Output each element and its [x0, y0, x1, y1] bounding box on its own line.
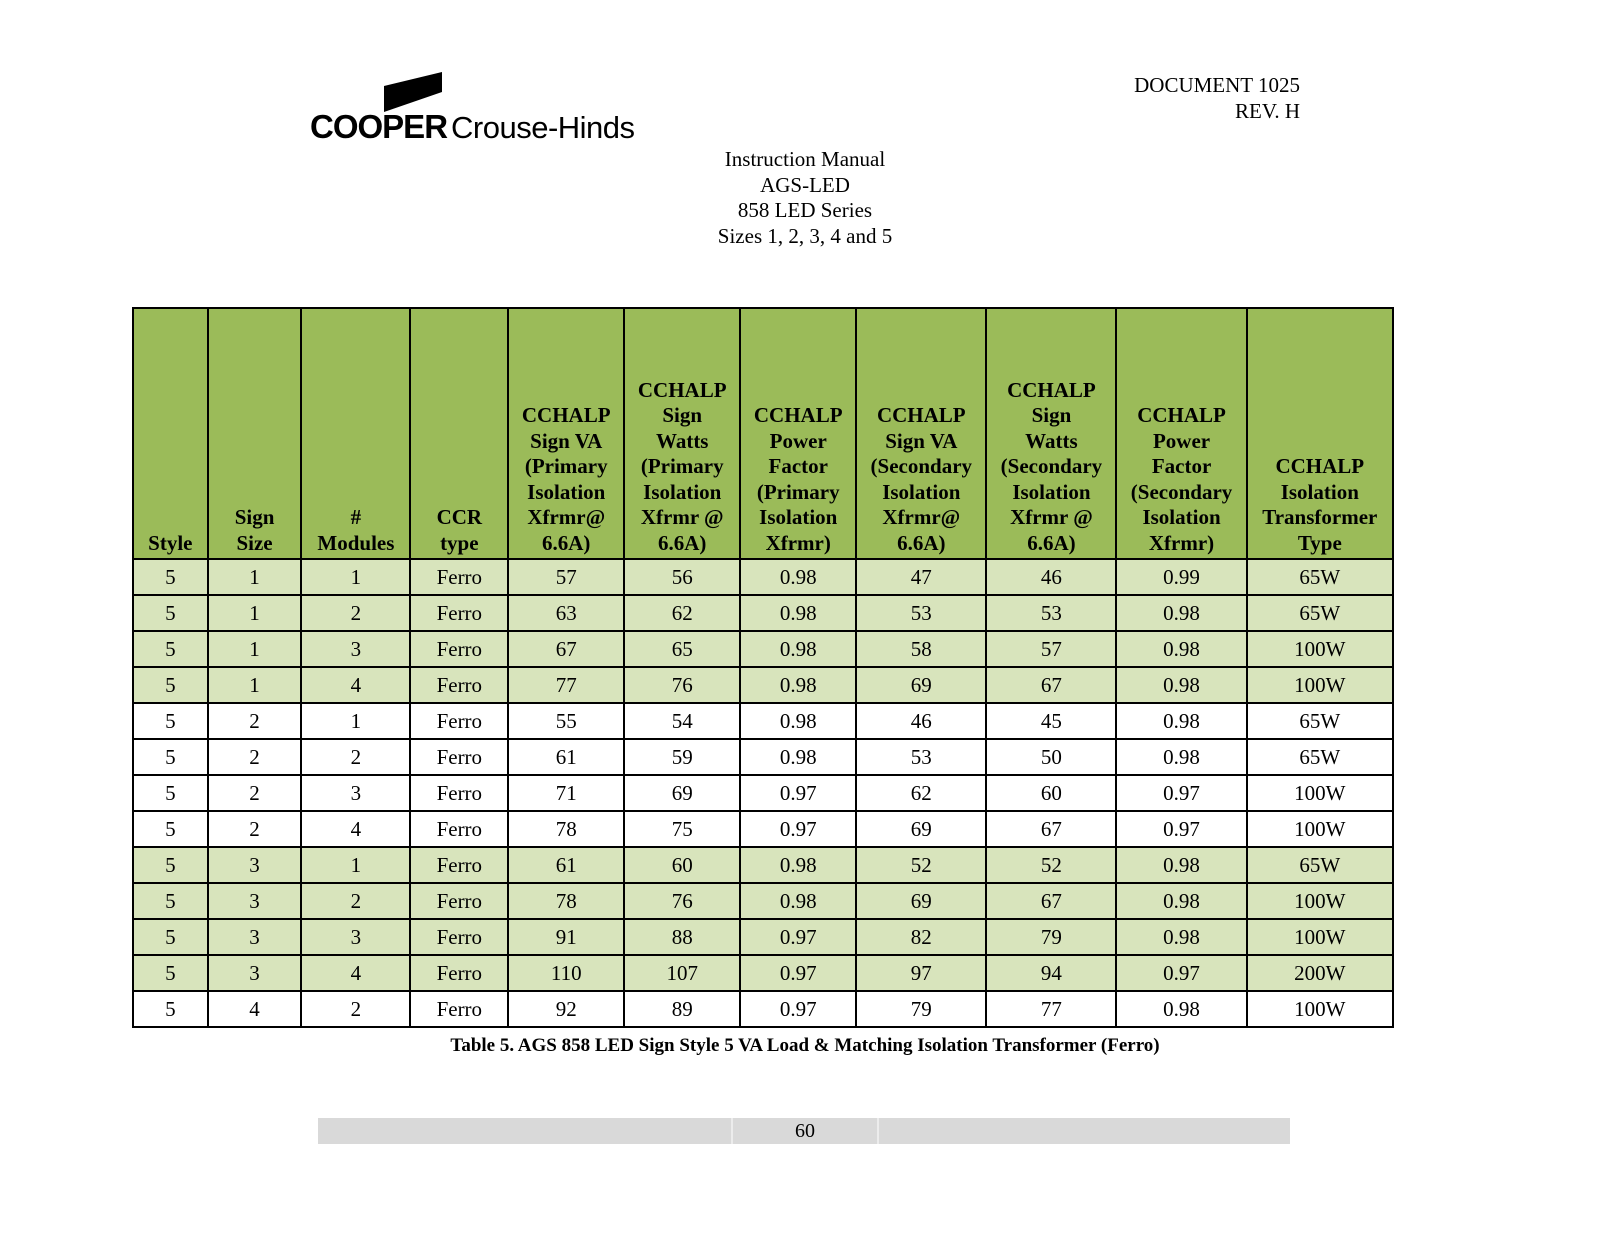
table-row: [133, 595, 1393, 631]
table-cell: 0.98: [740, 559, 856, 595]
table-cell: 1: [301, 703, 410, 739]
table-cell: 0.97: [1116, 775, 1246, 811]
table-cell: 0.98: [740, 595, 856, 631]
logo-regular-text: Crouse-Hinds: [451, 110, 635, 145]
column-header-line: Sign VA: [530, 428, 603, 453]
column-header-line: CCHALP: [521, 403, 611, 427]
table-cell: 0.98: [1116, 703, 1246, 739]
document-number: DOCUMENT 1025: [1134, 73, 1300, 97]
table-cell: 3: [208, 847, 302, 883]
column-header-line: 6.6A): [658, 530, 707, 555]
table-cell: 2: [208, 811, 302, 847]
table-cell: 4: [301, 667, 410, 703]
table-cell: 2: [301, 739, 410, 775]
column-header: [1247, 308, 1393, 559]
table-cell: Ferro: [410, 811, 508, 847]
table-cell: 69: [624, 775, 740, 811]
table-cell: 3: [301, 919, 410, 955]
table-cell: 69: [856, 667, 986, 703]
table-cell: 107: [624, 955, 740, 991]
table-cell: 2: [208, 703, 302, 739]
table-cell: 0.97: [1116, 811, 1246, 847]
column-header: [301, 308, 410, 559]
table-cell: 78: [508, 883, 624, 919]
table-cell: 5: [133, 703, 208, 739]
table-cell: Ferro: [410, 919, 508, 955]
company-logo: [310, 72, 670, 144]
table-cell: 5: [133, 631, 208, 667]
table-cell: 0.97: [740, 955, 856, 991]
table-cell: 58: [856, 631, 986, 667]
table-cell: 60: [986, 775, 1116, 811]
page-number: 60: [795, 1120, 815, 1142]
column-header-line: #: [350, 505, 362, 529]
table-cell: 0.98: [740, 883, 856, 919]
table-cell: 0.98: [1116, 919, 1246, 955]
table-cell: 61: [508, 847, 624, 883]
column-header-line: Isolation: [1142, 505, 1221, 529]
table-cell: 0.98: [740, 667, 856, 703]
column-header-line: Isolation: [882, 479, 961, 504]
table-cell: 79: [856, 991, 986, 1027]
table-cell: 82: [856, 919, 986, 955]
table-cell: 0.97: [740, 919, 856, 955]
table-cell: 5: [133, 667, 208, 703]
table-cell: 76: [624, 667, 740, 703]
table-cell: 46: [856, 703, 986, 739]
table-cell: 76: [624, 883, 740, 919]
table-cell: 1: [208, 667, 302, 703]
column-header: [740, 308, 856, 559]
table-cell: Ferro: [410, 703, 508, 739]
table-cell: 1: [301, 559, 410, 595]
table-cell: 53: [986, 595, 1116, 631]
column-header-line: 6.6A): [542, 530, 591, 555]
table-row: [133, 559, 1393, 595]
table-cell: 5: [133, 559, 208, 595]
title-line: 858 LED Series: [737, 198, 873, 222]
column-header-line: CCR: [436, 505, 483, 529]
title-line: Sizes 1, 2, 3, 4 and 5: [717, 223, 893, 248]
table-cell: 0.98: [1116, 631, 1246, 667]
table-cell: 0.97: [740, 811, 856, 847]
column-header-line: Factor: [768, 454, 828, 478]
table-cell: 67: [986, 811, 1116, 847]
table-cell: 0.97: [740, 991, 856, 1027]
column-header-line: CCHALP: [1275, 454, 1365, 478]
table-cell: 5: [133, 739, 208, 775]
column-header-line: Sign: [662, 403, 703, 427]
logo-mark-icon: [384, 72, 442, 112]
table-cell: 5: [133, 775, 208, 811]
table-cell: 65W: [1247, 559, 1393, 595]
table-cell: Ferro: [410, 847, 508, 883]
table-cell: 100W: [1247, 667, 1393, 703]
table-cell: 92: [508, 991, 624, 1027]
table-cell: 50: [986, 739, 1116, 775]
table-cell: 4: [301, 955, 410, 991]
column-header-line: Power: [1152, 428, 1211, 453]
column-header-line: Isolation: [759, 505, 838, 529]
table-cell: 3: [208, 955, 302, 991]
column-header-line: type: [440, 530, 479, 555]
table-cell: 0.98: [1116, 595, 1246, 631]
column-header-line: 6.6A): [897, 530, 946, 555]
table-cell: 0.98: [1116, 739, 1246, 775]
table-caption: Table 5. AGS 858 LED Sign Style 5 VA Load & Matching Isolation Transformer (Ferro): [450, 1035, 1160, 1056]
table-cell: Ferro: [410, 991, 508, 1027]
table-cell: Ferro: [410, 559, 508, 595]
table-cell: 1: [208, 631, 302, 667]
table-cell: 65W: [1247, 703, 1393, 739]
table-row: [133, 739, 1393, 775]
table-cell: Ferro: [410, 631, 508, 667]
table-cell: 5: [133, 595, 208, 631]
table-cell: 2: [208, 775, 302, 811]
table-cell: 62: [624, 595, 740, 631]
column-header-line: (Secondary: [1130, 479, 1233, 504]
column-header-line: Modules: [317, 530, 395, 555]
table-cell: 45: [986, 703, 1116, 739]
table-cell: 1: [208, 559, 302, 595]
column-header-line: Watts: [655, 428, 709, 453]
table-cell: 0.99: [1116, 559, 1246, 595]
table-cell: 97: [856, 955, 986, 991]
table-cell: 55: [508, 703, 624, 739]
table-cell: 54: [624, 703, 740, 739]
column-header-line: 6.6A): [1027, 530, 1076, 555]
table-cell: 69: [856, 883, 986, 919]
table-cell: 89: [624, 991, 740, 1027]
column-header: [1116, 308, 1246, 559]
table-cell: 69: [856, 811, 986, 847]
revision: REV. H: [1235, 99, 1300, 123]
table-cell: 2: [301, 595, 410, 631]
table-row: [133, 703, 1393, 739]
table-cell: 65: [624, 631, 740, 667]
table-cell: 5: [133, 811, 208, 847]
table-row: [133, 667, 1393, 703]
table-cell: 47: [856, 559, 986, 595]
logo-wordmark: [310, 108, 635, 146]
table-cell: 67: [986, 883, 1116, 919]
table-cell: 52: [986, 847, 1116, 883]
table-cell: 88: [624, 919, 740, 955]
logo-bold-text: COOPER: [310, 108, 448, 145]
column-header-line: Xfrmr @: [1010, 505, 1093, 529]
title-line: Instruction Manual: [724, 147, 886, 171]
column-header-line: (Secondary: [1000, 454, 1103, 478]
table-cell: 65W: [1247, 847, 1393, 883]
table-row: [133, 631, 1393, 667]
load-table: [132, 307, 1394, 1028]
table-cell: 67: [986, 667, 1116, 703]
table-cell: 3: [208, 919, 302, 955]
table-cell: 91: [508, 919, 624, 955]
table-cell: 0.98: [740, 631, 856, 667]
table-cell: 100W: [1247, 991, 1393, 1027]
column-header-line: (Primary: [756, 479, 840, 504]
table-cell: 0.98: [1116, 883, 1246, 919]
table-cell: 57: [986, 631, 1116, 667]
table-cell: Ferro: [410, 775, 508, 811]
column-header-line: Isolation: [527, 479, 606, 504]
column-header-line: (Secondary: [870, 454, 973, 478]
table-cell: 65W: [1247, 739, 1393, 775]
table-cell: 1: [208, 595, 302, 631]
table-cell: 100W: [1247, 919, 1393, 955]
table-cell: 100W: [1247, 883, 1393, 919]
table-cell: 3: [301, 775, 410, 811]
table-cell: 46: [986, 559, 1116, 595]
column-header-line: CCHALP: [1007, 377, 1096, 402]
table-cell: 5: [133, 847, 208, 883]
table-cell: 3: [208, 883, 302, 919]
column-header-line: (Primary: [640, 454, 724, 478]
table-cell: 53: [856, 595, 986, 631]
table-cell: 0.97: [1116, 955, 1246, 991]
table-cell: 200W: [1247, 955, 1393, 991]
table-cell: 94: [986, 955, 1116, 991]
table-cell: 5: [133, 919, 208, 955]
table-cell: 61: [508, 739, 624, 775]
table-cell: 0.98: [740, 703, 856, 739]
table-cell: 56: [624, 559, 740, 595]
column-header-line: Isolation: [643, 479, 722, 504]
table-cell: 0.97: [740, 775, 856, 811]
column-header-line: Sign: [1031, 403, 1072, 427]
table-cell: 4: [208, 991, 302, 1027]
table-cell: 100W: [1247, 811, 1393, 847]
column-header: [856, 308, 986, 559]
table-cell: 5: [133, 883, 208, 919]
table-row: [133, 991, 1393, 1027]
column-header: [624, 308, 740, 559]
table-row: [133, 955, 1393, 991]
column-header-line: CCHALP: [637, 377, 727, 402]
table-header-row: [133, 308, 1393, 559]
table-cell: 0.98: [1116, 667, 1246, 703]
table-row: [133, 811, 1393, 847]
table-row: [133, 883, 1393, 919]
column-header-line: CCHALP: [1137, 403, 1226, 427]
table-cell: 2: [301, 991, 410, 1027]
table-cell: 110: [508, 955, 624, 991]
column-header-line: Type: [1297, 530, 1342, 555]
table-cell: 78: [508, 811, 624, 847]
table-row: [133, 847, 1393, 883]
column-header-line: (Primary: [524, 454, 608, 478]
column-header-line: CCHALP: [753, 403, 843, 427]
column-header: [410, 308, 508, 559]
column-header-line: Size: [236, 530, 273, 555]
table-cell: 67: [508, 631, 624, 667]
table-cell: Ferro: [410, 595, 508, 631]
table-cell: 77: [986, 991, 1116, 1027]
table-row: [133, 919, 1393, 955]
table-cell: 57: [508, 559, 624, 595]
table-cell: 52: [856, 847, 986, 883]
column-header-line: Isolation: [1280, 479, 1359, 504]
table-cell: 77: [508, 667, 624, 703]
table-cell: 63: [508, 595, 624, 631]
column-header-line: Xfrmr@: [882, 505, 961, 529]
column-header: [133, 308, 208, 559]
column-header-line: Transformer: [1262, 505, 1378, 529]
table-body: [133, 559, 1393, 1027]
table-cell: 5: [133, 991, 208, 1027]
table-cell: 79: [986, 919, 1116, 955]
table-cell: 100W: [1247, 775, 1393, 811]
table-cell: 2: [208, 739, 302, 775]
table-cell: Ferro: [410, 955, 508, 991]
table-cell: 3: [301, 631, 410, 667]
table-cell: Ferro: [410, 883, 508, 919]
table-cell: 65W: [1247, 595, 1393, 631]
column-header-line: Sign: [234, 505, 275, 529]
table-cell: 0.98: [1116, 991, 1246, 1027]
table-cell: 71: [508, 775, 624, 811]
table-cell: 0.98: [740, 739, 856, 775]
title-line: AGS-LED: [760, 172, 850, 197]
column-header-line: Factor: [1151, 454, 1212, 478]
column-header: [508, 308, 624, 559]
table-cell: 62: [856, 775, 986, 811]
column-header-line: Sign VA: [885, 428, 958, 453]
table-row: [133, 775, 1393, 811]
table-cell: 4: [301, 811, 410, 847]
column-header-line: CCHALP: [876, 403, 966, 427]
document-info: [1134, 72, 1300, 124]
column-header: [208, 308, 302, 559]
column-header-line: Power: [769, 428, 827, 453]
table-cell: 2: [301, 883, 410, 919]
column-header-line: Xfrmr): [1148, 530, 1215, 555]
column-header-line: Xfrmr @: [640, 505, 724, 529]
column-header-line: Isolation: [1012, 479, 1091, 504]
table-cell: 1: [301, 847, 410, 883]
table-cell: 53: [856, 739, 986, 775]
column-header-line: Style: [148, 530, 193, 555]
document-title: [0, 147, 1600, 249]
table-cell: Ferro: [410, 739, 508, 775]
column-header: [986, 308, 1116, 559]
table-cell: Ferro: [410, 667, 508, 703]
column-header-line: Xfrmr@: [527, 505, 606, 529]
table-cell: 0.98: [740, 847, 856, 883]
column-header-line: Watts: [1025, 428, 1078, 453]
table-cell: 75: [624, 811, 740, 847]
table-cell: 0.98: [1116, 847, 1246, 883]
table-cell: 60: [624, 847, 740, 883]
table-cell: 59: [624, 739, 740, 775]
column-header-line: Xfrmr): [765, 530, 831, 555]
table-cell: 5: [133, 955, 208, 991]
table-cell: 100W: [1247, 631, 1393, 667]
